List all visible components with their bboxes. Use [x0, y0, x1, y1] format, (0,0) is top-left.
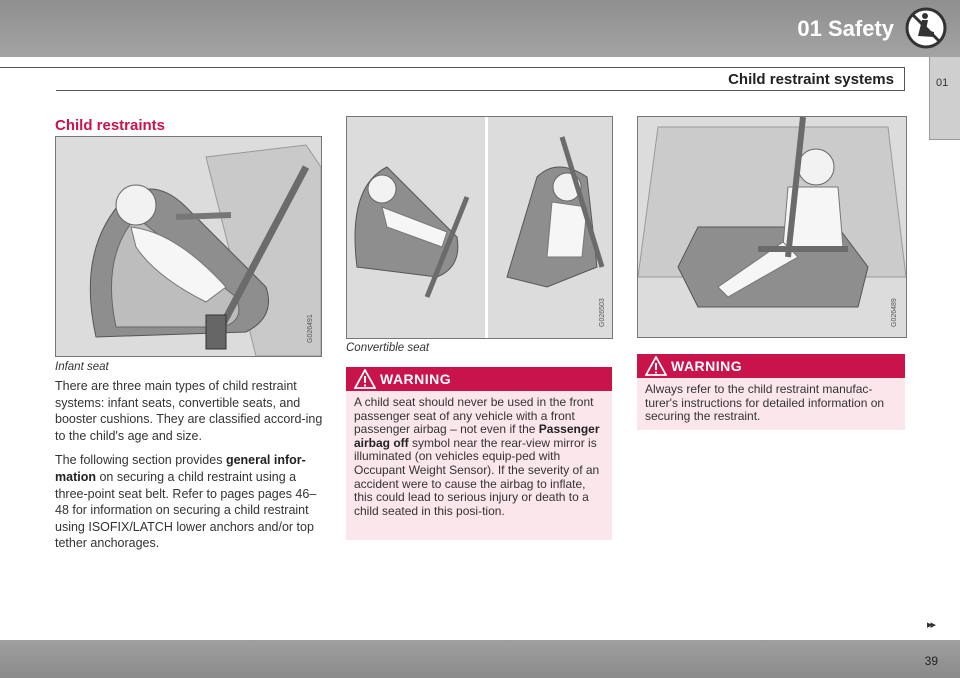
next-page-arrows[interactable]: ▸▸ [926, 619, 934, 631]
warning-header [637, 354, 905, 378]
body-text [55, 378, 323, 560]
warning-title: WARNING [380, 371, 452, 387]
warning-text: Always refer to the child restraint manufac-turer's instructions for detailed information on securing the restraint. [645, 382, 885, 424]
convertible-seat-illustration [346, 116, 613, 339]
paragraph: The following section provides general infor-mation on securing a child restraint using a three-point seat belt. Refer to pages pages 46–48 for information on securing a child restraint using ISOFIX/LATCH lower anchors and/or top tether anchorages. [55, 453, 317, 551]
no-child-seat-icon [904, 6, 948, 50]
chapter-header-bar [0, 0, 960, 57]
warning-triangle-icon [354, 369, 376, 389]
infant-seat-illustration [55, 136, 322, 357]
subsection-title: Child restraints [55, 117, 166, 134]
figure-caption: Infant seat [55, 361, 109, 373]
paragraph: There are three main types of child restraint systems: infant seats, convertible seats, and booster cushions. They are classified accord-ing to the child's age and size. [55, 379, 323, 443]
footer-bar [0, 640, 960, 678]
figure-code: G026489 [891, 298, 898, 327]
booster-cushion-illustration [637, 116, 907, 338]
section-title: Child restraint systems [728, 71, 894, 88]
chapter-tab-label: 01 [936, 77, 949, 89]
warning-title: WARNING [671, 358, 743, 374]
figure-code: G026503 [599, 298, 606, 327]
section-rule [0, 67, 56, 68]
page-number: 39 [924, 654, 938, 668]
chapter-title: 01 Safety [797, 16, 894, 41]
warning-header [346, 367, 612, 391]
warning-box [346, 367, 612, 540]
warning-triangle-icon [645, 356, 667, 376]
warning-box [637, 354, 905, 430]
figure-code: G026491 [307, 314, 314, 343]
figure-caption: Convertible seat [346, 342, 430, 354]
chapter-tab[interactable] [929, 57, 960, 140]
warning-text: A child seat should never be used in the front passenger seat of any vehicle with a front passenger airbag – not even if the Passenger airbag off symbol near the rear-view mirror is illuminated (on vehicles equip-ped with Occupant Weight Sensor). If the severity of an accident were to cause the airbag to inflate, this could lead to serious injury or death to a child seated in this posi-tion. [354, 395, 600, 518]
section-header [56, 67, 905, 91]
